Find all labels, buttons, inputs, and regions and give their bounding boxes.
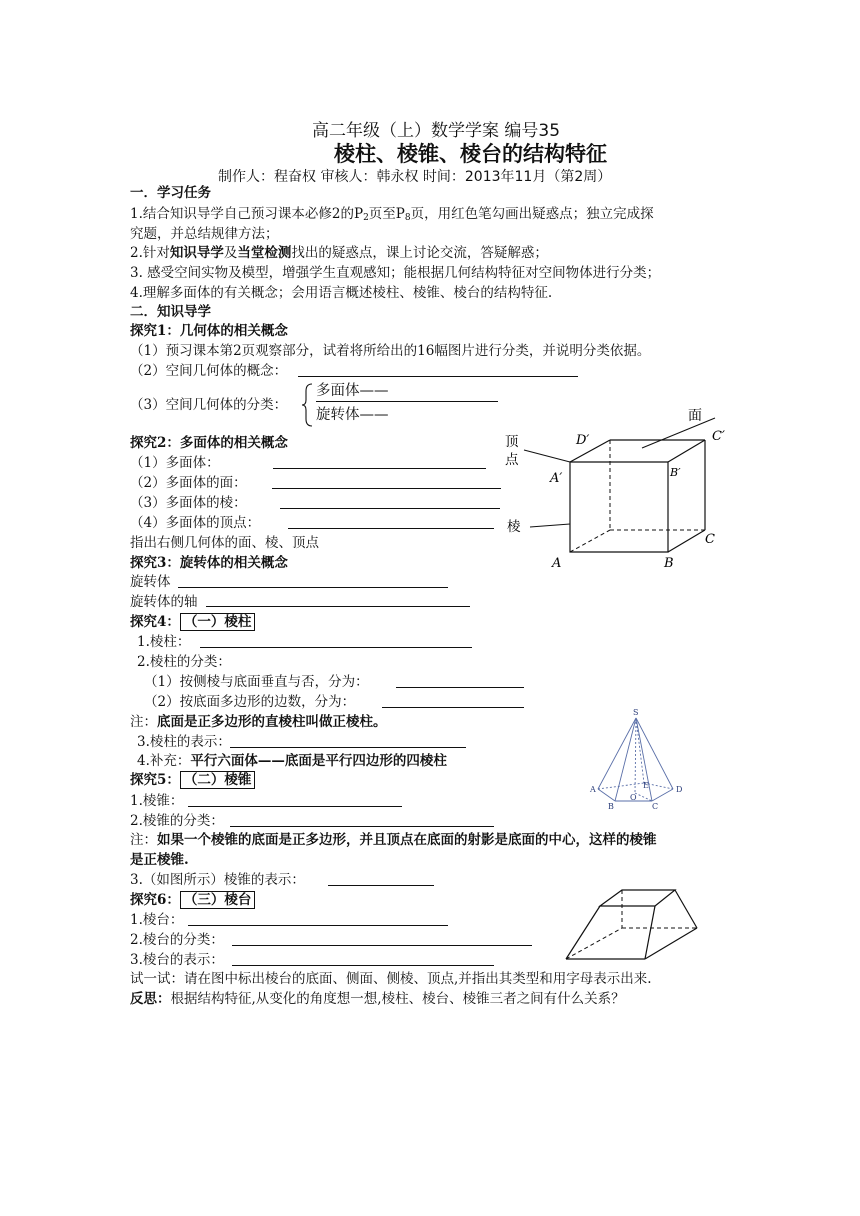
pyramid-hidden-edge (598, 783, 644, 789)
label-edge: 棱 (507, 519, 521, 535)
prism-note-text: 底面是正多边形的直棱柱叫做正棱柱。 (157, 714, 387, 730)
task-item-2-bold1: 知识导学 (169, 245, 224, 261)
frustum-q2: 2.棱台的分类： (130, 932, 224, 948)
pyramid-label-C: C (652, 802, 659, 811)
explore2-q1: （1）多面体： (130, 455, 220, 471)
frustum-top-face (600, 890, 675, 906)
pyramid-edge (598, 718, 636, 789)
explore2-title: 探究2：多面体的相关概念 (130, 435, 288, 451)
task-item-2-c: 及 (223, 245, 238, 261)
pyramid-hidden-edge (636, 718, 644, 783)
task-item-1-sub1: 2 (363, 213, 369, 223)
label-vertex-1: 顶 (505, 434, 519, 450)
task-item-1-a: 1.结合知识导学自己预习课本必修2的P (130, 206, 364, 222)
brace-rule (316, 401, 498, 402)
explore2-q4: （4）多面体的顶点： (130, 515, 261, 531)
task-item-4: 4.理解多面体的有关概念；会用语言概述棱柱、棱锥、棱台的结构特征. (130, 285, 553, 301)
classification-brace (302, 383, 314, 427)
explore2-q2: （2）多面体的面： (130, 475, 247, 491)
answer-line[interactable] (188, 806, 402, 807)
task-item-1-sub2: 8 (404, 213, 411, 223)
pyramid-q1: 1.棱锥： (130, 793, 184, 809)
task-item-1-c: 页，用红色笔勾画出疑惑点；独立完成探 (410, 206, 654, 222)
answer-line[interactable] (328, 885, 434, 886)
answer-line[interactable] (232, 945, 532, 946)
explore5-box: （二）棱锥 (180, 771, 256, 789)
label-C: C (705, 532, 715, 547)
prism-q2b: （2）按底面多边形的边数，分为： (144, 694, 356, 710)
frustum-figure (560, 884, 710, 964)
explore3-title: 探究3：旋转体的相关概念 (130, 555, 288, 571)
task-item-2-d: 找出的疑惑点，课上讨论交流，答疑解惑； (291, 245, 548, 261)
explore2-q3: （3）多面体的棱： (130, 495, 247, 511)
answer-line[interactable] (188, 925, 448, 926)
page-title: 棱柱、棱锥、棱台的结构特征 (334, 142, 607, 166)
explore6-box: （三）棱台 (180, 891, 256, 909)
explore5-label: 探究5： (130, 772, 180, 788)
label-vertex-2: 点 (505, 452, 519, 468)
vertex-pointer (524, 450, 570, 462)
pyramid-altitude (635, 718, 636, 793)
prism-q2: 2.棱柱的分类： (137, 654, 231, 670)
prism-q3: 3.棱柱的表示： (137, 734, 231, 750)
explore1-q3: （3）空间几何体的分类： (130, 397, 288, 413)
explore4-label: 探究4： (130, 614, 180, 630)
frustum-edge (566, 906, 600, 959)
answer-line[interactable] (280, 508, 500, 509)
pyramid-note-text: 如果一个棱锥的底面是正多边形，并且顶点在底面的射影是底面的中心，这样的棱锥 (157, 832, 657, 848)
reflection-text: 根据结构特征,从变化的角度想一想,棱柱、棱台、棱锥三者之间有什么关系？ (170, 991, 625, 1007)
frustum-hidden-edge (566, 928, 622, 959)
task-item-2-bold2: 当堂检测 (237, 245, 292, 261)
answer-line[interactable] (288, 528, 494, 529)
pyramid-label-O: O (630, 793, 637, 802)
edge-pointer (530, 524, 570, 527)
prism-q4-prefix: 4.补充： (137, 753, 191, 769)
answer-line[interactable] (230, 826, 494, 827)
prism-q1: 1.棱柱： (137, 634, 191, 650)
pyramid-label-S: S (633, 708, 639, 717)
section1-heading: 一．学习任务 (130, 185, 211, 201)
frustum-edge (675, 890, 697, 928)
explore2-note: 指出右侧几何体的面、棱、顶点 (130, 535, 319, 551)
pyramid-edge (636, 718, 673, 789)
task-item-1-b: 页至P (368, 206, 405, 222)
pyramid-note-prefix: 注： (130, 832, 157, 848)
explore6-label: 探究6： (130, 892, 180, 908)
prism-q4-text: 平行六面体——底面是平行四边形的四棱柱 (190, 753, 447, 769)
explore6-title (130, 891, 255, 909)
pyramid-edge (652, 789, 673, 801)
pyramid-note (130, 831, 657, 849)
answer-line[interactable] (396, 687, 524, 688)
cube-edge (668, 440, 705, 462)
face-pointer (642, 418, 715, 448)
answer-line[interactable] (298, 376, 578, 377)
pyramid-q2: 2.棱锥的分类： (130, 813, 224, 829)
header-title-line: 高二年级（上）数学学案 编号35 (312, 121, 561, 141)
frustum-edge (645, 928, 697, 959)
class-solid-of-revolution: 旋转体—— (316, 407, 389, 423)
answer-line[interactable] (273, 468, 486, 469)
explore4-title (130, 613, 255, 631)
class-polyhedron: 多面体—— (316, 383, 389, 399)
label-face: 面 (688, 408, 702, 424)
cube-figure (500, 400, 750, 580)
pyramid-q3: 3.（如图所示）棱锥的表示： (130, 872, 305, 888)
frustum-q3: 3.棱台的表示： (130, 952, 224, 968)
label-B1: B′ (670, 466, 681, 479)
answer-line[interactable] (206, 606, 470, 607)
task-item-1-line2: 究题，并总结规律方法； (130, 226, 279, 242)
prism-q2a: （1）按侧棱与底面垂直与否，分为： (144, 674, 369, 690)
reflection-prefix: 反思： (130, 991, 171, 1007)
explore3-q1: 旋转体 (130, 574, 171, 590)
prism-note (130, 713, 387, 731)
answer-line[interactable] (232, 965, 494, 966)
pyramid-label-A: A (590, 785, 596, 794)
label-D1: D′ (576, 433, 590, 448)
pyramid-note-cont: 是正棱锥. (130, 852, 189, 868)
pyramid-edge (598, 789, 615, 801)
pyramid-edge (615, 718, 636, 801)
pyramid-figure (588, 708, 688, 811)
explore1-q1: （1）预习课本第2页观察部分，试着将所给出的16幅图片进行分类，并说明分类依据。 (130, 343, 651, 359)
answer-line[interactable] (230, 747, 466, 748)
label-B: B (664, 556, 674, 571)
prism-note-prefix: 注： (130, 714, 157, 730)
frustum-q1: 1.棱台： (130, 912, 184, 928)
try-it: 试一试：请在图中标出棱台的底面、侧面、侧棱、顶点,并指出其类型和用字母表示出来. (130, 971, 652, 987)
cube-hidden-edge (570, 530, 610, 552)
task-item-3: 3. 感受空间实物及模型，增强学生直观感知；能根据几何结构特征对空间物体进行分类； (130, 265, 661, 281)
pyramid-hidden-edge (635, 793, 652, 801)
section2-heading: 二．知识导学 (130, 304, 211, 320)
reflection (130, 990, 625, 1008)
pyramid-label-E: E (643, 781, 649, 790)
prism-q4 (137, 752, 447, 770)
explore1-q2: （2）空间几何体的概念： (130, 363, 288, 379)
credits-line: 制作人：程奋权 审核人：韩永权 时间：2013年11月（第2周） (218, 169, 612, 185)
answer-line[interactable] (382, 707, 524, 708)
cube-edge (668, 530, 705, 552)
task-item-2 (130, 244, 548, 262)
frustum-edge (645, 906, 655, 959)
explore5-title (130, 771, 255, 789)
explore1-title: 探究1：几何体的相关概念 (130, 323, 288, 339)
label-A: A (552, 556, 562, 571)
explore3-q2: 旋转体的轴 (130, 594, 198, 610)
pyramid-label-D: D (676, 785, 683, 794)
label-A1: A′ (550, 471, 563, 486)
cube-front-face (570, 462, 668, 552)
label-C1: C′ (712, 429, 725, 444)
task-item-2-a: 2.针对 (130, 245, 170, 261)
pyramid-label-B: B (608, 802, 614, 811)
answer-line[interactable] (272, 488, 501, 489)
answer-line[interactable] (178, 587, 448, 588)
task-item-1 (130, 205, 654, 227)
explore4-box: （一）棱柱 (180, 613, 256, 631)
answer-line[interactable] (200, 647, 472, 648)
